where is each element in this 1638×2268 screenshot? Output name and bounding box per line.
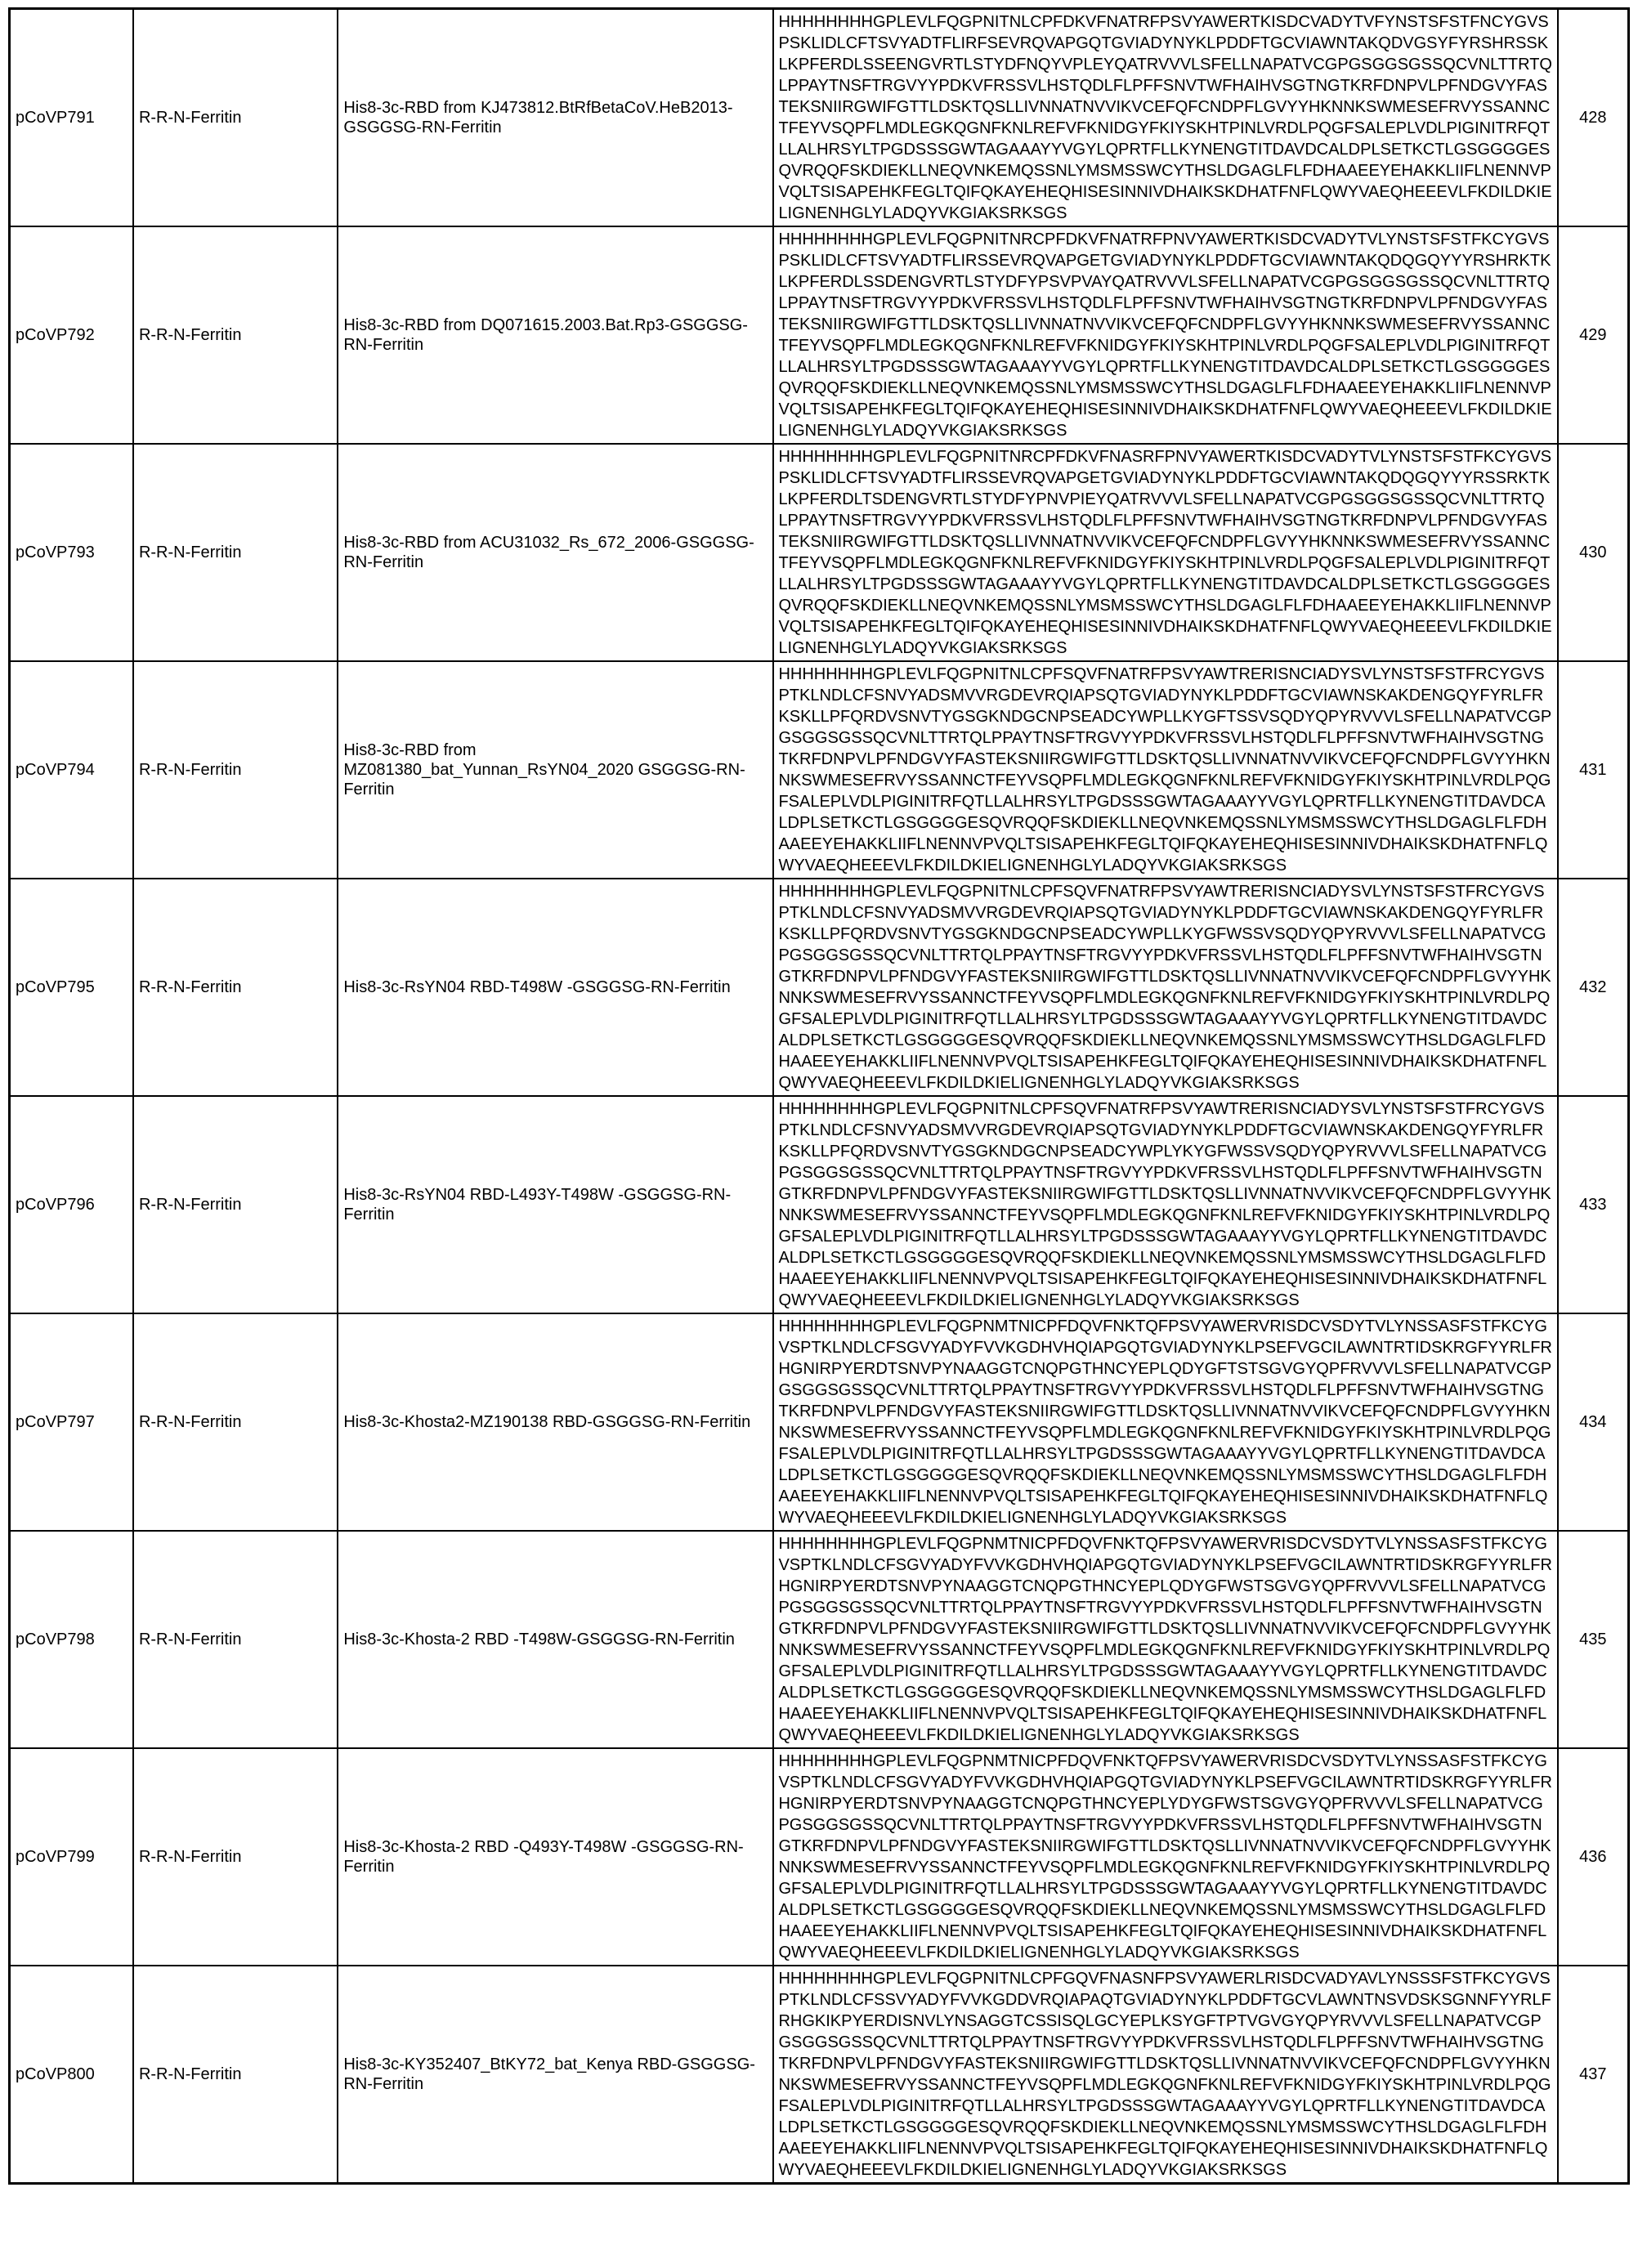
table-row: [10, 1531, 1629, 1748]
seq-id-number: 430: [1558, 444, 1629, 661]
platform-type: R-R-N-Ferritin: [133, 444, 338, 661]
construct-description: His8-3c-RBD from KJ473812.BtRfBetaCoV.HeB2013-GSGGSG-RN-Ferritin: [338, 9, 773, 227]
platform-type: R-R-N-Ferritin: [133, 661, 338, 879]
plasmid-id: pCoVP794: [10, 661, 133, 879]
construct-description: His8-3c-RBD from DQ071615.2003.Bat.Rp3-GSGGSG-RN-Ferritin: [338, 226, 773, 444]
platform-type: R-R-N-Ferritin: [133, 226, 338, 444]
protein-sequence: HHHHHHHHGPLEVLFQGPNITNLCPFSQVFNATRFPSVYAWTRERISNCIADYSVLYNSTSFSTFRCYGVSPTKLNDLCFSNVYADSMVVRGDEVRQIAPSQTGVIADYNYKLPDDFTGCVIAWNSKAKDENGQYFYRLFRKSKLLPFQRDVSNVTYGSGKNDGCNPSEADCYWPLLKYGFTSSVSQDYQPYRVVVLSFELLNAPATVCGPGSGGSGSSQCVNLTTRTQLPPAYTNSFTRGVYYPDKVFRSSVLHSTQDLFLPFFSNVTWFHAIHVSGTNGTKRFDNPVLPFNDGVYFASTEKSNIIRGWIFGTTLDSKTQSLLIVNNATNVVIKVCEFQFCNDPFLGVYYHKNNKSWMESEFRVYSSANNCTFEYVSQPFLMDLEGKQGNFKNLREFVFKNIDGYFKIYSKHTPINLVRDLPQGFSALEPLVDLPIGINITRFQTLLALHRSYLTPGDSSSGWTAGAAAYYVGYLQPRTFLLKYNENGTITDAVDCALDPLSETKCTLGSGGGGESQVRQQFSKDIEKLLNEQVNKEMQSSNLYMSMSSWCYTHSLDGAGLFLFDHAAEEYEHAKKLIIFLNENNVPVQLTSISAPEHKFEGLTQIFQKAYEHEQHISESINNIVDHAIKSKDHATFNFLQWYVAEQHEEEVLFKDILDKIELIGNENHGLYLADQYVKGIAKSRKSGS: [773, 661, 1557, 879]
platform-type: R-R-N-Ferritin: [133, 879, 338, 1096]
protein-sequence: HHHHHHHHGPLEVLFQGPNITNLCPFDKVFNATRFPSVYAWERTKISDCVADYTVFYNSTSFSTFNCYGVSPSKLIDLCFTSVYADTFLIRFSEVRQVAPGQTGVIADYNYKLPDDFTGCVIAWNTAKQDVGSYFYRSHRSSKLKPFERDLSSEENGVRTLSTYDFNQYVPLEYQATRVVVLSFELLNAPATVCGPGSGGSGSSQCVNLTTRTQLPPAYTNSFTRGVYYPDKVFRSSVLHSTQDLFLPFFSNVTWFHAIHVSGTNGTKRFDNPVLPFNDGVYFASTEKSNIIRGWIFGTTLDSKTQSLLIVNNATNVVIKVCEFQFCNDPFLGVYYHKNNKSWMESEFRVYSSANNCTFEYVSQPFLMDLEGKQGNFKNLREFVFKNIDGYFKIYSKHTPINLVRDLPQGFSALEPLVDLPIGINITRFQTLLALHRSYLTPGDSSSGWTAGAAAYYVGYLQPRTFLLKYNENGTITDAVDCALDPLSETKCTLGSGGGGESQVRQQFSKDIEKLLNEQVNKEMQSSNLYMSMSSWCYTHSLDGAGLFLFDHAAEEYEHAKKLIIFLNENNVPVQLTSISAPEHKFEGLTQIFQKAYEHEQHISESINNIVDHAIKSKDHATFNFLQWYVAEQHEEEVLFKDILDKIELIGNENHGLYLADQYVKGIAKSRKSGS: [773, 9, 1557, 227]
table-row: [10, 444, 1629, 661]
construct-description: His8-3c-RBD from ACU31032_Rs_672_2006-GSGGSG-RN-Ferritin: [338, 444, 773, 661]
table-row: [10, 879, 1629, 1096]
construct-description: His8-3c-RBD from MZ081380_bat_Yunnan_RsYN04_2020 GSGGSG-RN-Ferritin: [338, 661, 773, 879]
table-row: [10, 1096, 1629, 1313]
platform-type: R-R-N-Ferritin: [133, 9, 338, 227]
seq-id-number: 434: [1558, 1313, 1629, 1531]
protein-sequence: HHHHHHHHGPLEVLFQGPNITNLCPFSQVFNATRFPSVYAWTRERISNCIADYSVLYNSTSFSTFRCYGVSPTKLNDLCFSNVYADSMVVRGDEVRQIAPSQTGVIADYNYKLPDDFTGCVIAWNSKAKDENGQYFYRLFRKSKLLPFQRDVSNVTYGSGKNDGCNPSEADCYWPLLKYGFWSSVSQDYQPYRVVVLSFELLNAPATVCGPGSGGSGSSQCVNLTTRTQLPPAYTNSFTRGVYYPDKVFRSSVLHSTQDLFLPFFSNVTWFHAIHVSGTNGTKRFDNPVLPFNDGVYFASTEKSNIIRGWIFGTTLDSKTQSLLIVNNATNVVIKVCEFQFCNDPFLGVYYHKNNKSWMESEFRVYSSANNCTFEYVSQPFLMDLEGKQGNFKNLREFVFKNIDGYFKIYSKHTPINLVRDLPQGFSALEPLVDLPIGINITRFQTLLALHRSYLTPGDSSSGWTAGAAAYYVGYLQPRTFLLKYNENGTITDAVDCALDPLSETKCTLGSGGGGESQVRQQFSKDIEKLLNEQVNKEMQSSNLYMSMSSWCYTHSLDGAGLFLFDHAAEEYEHAKKLIIFLNENNVPVQLTSISAPEHKFEGLTQIFQKAYEHEQHISESINNIVDHAIKSKDHATFNFLQWYVAEQHEEEVLFKDILDKIELIGNENHGLYLADQYVKGIAKSRKSGS: [773, 879, 1557, 1096]
protein-sequence: HHHHHHHHGPLEVLFQGPNITNLCPFSQVFNATRFPSVYAWTRERISNCIADYSVLYNSTSFSTFRCYGVSPTKLNDLCFSNVYADSMVVRGDEVRQIAPSQTGVIADYNYKLPDDFTGCVIAWNSKAKDENGQYFYRLFRKSKLLPFQRDVSNVTYGSGKNDGCNPSEADCYWPLYKYGFWSSVSQDYQPYRVVVLSFELLNAPATVCGPGSGGSGSSQCVNLTTRTQLPPAYTNSFTRGVYYPDKVFRSSVLHSTQDLFLPFFSNVTWFHAIHVSGTNGTKRFDNPVLPFNDGVYFASTEKSNIIRGWIFGTTLDSKTQSLLIVNNATNVVIKVCEFQFCNDPFLGVYYHKNNKSWMESEFRVYSSANNCTFEYVSQPFLMDLEGKQGNFKNLREFVFKNIDGYFKIYSKHTPINLVRDLPQGFSALEPLVDLPIGINITRFQTLLALHRSYLTPGDSSSGWTAGAAAYYVGYLQPRTFLLKYNENGTITDAVDCALDPLSETKCTLGSGGGGESQVRQQFSKDIEKLLNEQVNKEMQSSNLYMSMSSWCYTHSLDGAGLFLFDHAAEEYEHAKKLIIFLNENNVPVQLTSISAPEHKFEGLTQIFQKAYEHEQHISESINNIVDHAIKSKDHATFNFLQWYVAEQHEEEVLFKDILDKIELIGNENHGLYLADQYVKGIAKSRKSGS: [773, 1096, 1557, 1313]
table-row: [10, 661, 1629, 879]
protein-sequence: HHHHHHHHGPLEVLFQGPNMTNICPFDQVFNKTQFPSVYAWERVRISDCVSDYTVLYNSSASFSTFKCYGVSPTKLNDLCFSGVYADYFVVKGDHVHQIAPGQTGVIADYNYKLPSEFVGCILAWNTRTIDSKRGFYYRLFRHGNIRPYERDTSNVPYNAAGGTCNQPGTHNCYEPLQDYGFTSTSGVGYQPFRVVVLSFELLNAPATVCGPGSGGSGSSQCVNLTTRTQLPPAYTNSFTRGVYYPDKVFRSSVLHSTQDLFLPFFSNVTWFHAIHVSGTNGTKRFDNPVLPFNDGVYFASTEKSNIIRGWIFGTTLDSKTQSLLIVNNATNVVIKVCEFQFCNDPFLGVYYHKNNKSWMESEFRVYSSANNCTFEYVSQPFLMDLEGKQGNFKNLREFVFKNIDGYFKIYSKHTPINLVRDLPQGFSALEPLVDLPIGINITRFQTLLALHRSYLTPGDSSSGWTAGAAAYYVGYLQPRTFLLKYNENGTITDAVDCALDPLSETKCTLGSGGGGESQVRQQFSKDIEKLLNEQVNKEMQSSNLYMSMSSWCYTHSLDGAGLFLFDHAAEEYEHAKKLIIFLNENNVPVQLTSISAPEHKFEGLTQIFQKAYEHEQHISESINNIVDHAIKSKDHATFNFLQWYVAEQHEEEVLFKDILDKIELIGNENHGLYLADQYVKGIAKSRKSGS: [773, 1313, 1557, 1531]
plasmid-id: pCoVP797: [10, 1313, 133, 1531]
table-row: [10, 9, 1629, 227]
protein-sequence: HHHHHHHHGPLEVLFQGPNITNLCPFGQVFNASNFPSVYAWERLRISDCVADYAVLYNSSSFSTFKCYGVSPTKLNDLCFSSVYADYFVVKGDDVRQIAPAQTGVIADYNYKLPDDFTGCVLAWNTNSVDSKSGNNFYYRLFRHGKIKPYERDISNVLYNSAGGTCSSISQLGCYEPLKSYGFTPTVGVGYQPYRVVVLSFELLNAPATVCGPGSGGSGSSQCVNLTTRTQLPPAYTNSFTRGVYYPDKVFRSSVLHSTQDLFLPFFSNVTWFHAIHVSGTNGTKRFDNPVLPFNDGVYFASTEKSNIIRGWIFGTTLDSKTQSLLIVNNATNVVIKVCEFQFCNDPFLGVYYHKNNKSWMESEFRVYSSANNCTFEYVSQPFLMDLEGKQGNFKNLREFVFKNIDGYFKIYSKHTPINLVRDLPQGFSALEPLVDLPIGINITRFQTLLALHRSYLTPGDSSSGWTAGAAAYYVGYLQPRTFLLKYNENGTITDAVDCALDPLSETKCTLGSGGGGESQVRQQFSKDIEKLLNEQVNKEMQSSNLYMSMSSWCYTHSLDGAGLFLFDHAAEEYEHAKKLIIFLNENNVPVQLTSISAPEHKFEGLTQIFQKAYEHEQHISESINNIVDHAIKSKDHATFNFLQWYVAEQHEEEVLFKDILDKIELIGNENHGLYLADQYVKGIAKSRKSGS: [773, 1966, 1557, 2184]
plasmid-id: pCoVP800: [10, 1966, 133, 2184]
platform-type: R-R-N-Ferritin: [133, 1966, 338, 2184]
seq-id-number: 432: [1558, 879, 1629, 1096]
table-row: [10, 1313, 1629, 1531]
plasmid-id: pCoVP799: [10, 1748, 133, 1966]
protein-sequence: HHHHHHHHGPLEVLFQGPNITNRCPFDKVFNATRFPNVYAWERTKISDCVADYTVLYNSTSFSTFKCYGVSPSKLIDLCFTSVYADTFLIRSSEVRQVAPGETGVIADYNYKLPDDFTGCVIAWNTAKQDQGQYYYRSHRKTKLKPFERDLSSDENGVRTLSTYDFYPSVPVAYQATRVVVLSFELLNAPATVCGPGSGGSGSSQCVNLTTRTQLPPAYTNSFTRGVYYPDKVFRSSVLHSTQDLFLPFFSNVTWFHAIHVSGTNGTKRFDNPVLPFNDGVYFASTEKSNIIRGWIFGTTLDSKTQSLLIVNNATNVVIKVCEFQFCNDPFLGVYYHKNNKSWMESEFRVYSSANNCTFEYVSQPFLMDLEGKQGNFKNLREFVFKNIDGYFKIYSKHTPINLVRDLPQGFSALEPLVDLPIGINITRFQTLLALHRSYLTPGDSSSGWTAGAAAYYVGYLQPRTFLLKYNENGTITDAVDCALDPLSETKCTLGSGGGGESQVRQQFSKDIEKLLNEQVNKEMQSSNLYMSMSSWCYTHSLDGAGLFLFDHAAEEYEHAKKLIIFLNENNVPVQLTSISAPEHKFEGLTQIFQKAYEHEQHISESINNIVDHAIKSKDHATFNFLQWYVAEQHEEEVLFKDILDKIELIGNENHGLYLADQYVKGIAKSRKSGS: [773, 226, 1557, 444]
protein-sequence: HHHHHHHHGPLEVLFQGPNMTNICPFDQVFNKTQFPSVYAWERVRISDCVSDYTVLYNSSASFSTFKCYGVSPTKLNDLCFSGVYADYFVVKGDHVHQIAPGQTGVIADYNYKLPSEFVGCILAWNTRTIDSKRGFYYRLFRHGNIRPYERDTSNVPYNAAGGTCNQPGTHNCYEPLQDYGFWSTSGVGYQPFRVVVLSFELLNAPATVCGPGSGGSGSSQCVNLTTRTQLPPAYTNSFTRGVYYPDKVFRSSVLHSTQDLFLPFFSNVTWFHAIHVSGTNGTKRFDNPVLPFNDGVYFASTEKSNIIRGWIFGTTLDSKTQSLLIVNNATNVVIKVCEFQFCNDPFLGVYYHKNNKSWMESEFRVYSSANNCTFEYVSQPFLMDLEGKQGNFKNLREFVFKNIDGYFKIYSKHTPINLVRDLPQGFSALEPLVDLPIGINITRFQTLLALHRSYLTPGDSSSGWTAGAAAYYVGYLQPRTFLLKYNENGTITDAVDCALDPLSETKCTLGSGGGGESQVRQQFSKDIEKLLNEQVNKEMQSSNLYMSMSSWCYTHSLDGAGLFLFDHAAEEYEHAKKLIIFLNENNVPVQLTSISAPEHKFEGLTQIFQKAYEHEQHISESINNIVDHAIKSKDHATFNFLQWYVAEQHEEEVLFKDILDKIELIGNENHGLYLADQYVKGIAKSRKSGS: [773, 1531, 1557, 1748]
seq-id-number: 431: [1558, 661, 1629, 879]
construct-description: His8-3c-RsYN04 RBD-L493Y-T498W -GSGGSG-RN-Ferritin: [338, 1096, 773, 1313]
seq-id-number: 435: [1558, 1531, 1629, 1748]
plasmid-id: pCoVP795: [10, 879, 133, 1096]
platform-type: R-R-N-Ferritin: [133, 1096, 338, 1313]
plasmid-id: pCoVP798: [10, 1531, 133, 1748]
table-row: [10, 226, 1629, 444]
protein-sequence: HHHHHHHHGPLEVLFQGPNMTNICPFDQVFNKTQFPSVYAWERVRISDCVSDYTVLYNSSASFSTFKCYGVSPTKLNDLCFSGVYADYFVVKGDHVHQIAPGQTGVIADYNYKLPSEFVGCILAWNTRTIDSKRGFYYRLFRHGNIRPYERDTSNVPYNAAGGTCNQPGTHNCYEPLYDYGFWSTSGVGYQPFRVVVLSFELLNAPATVCGPGSGGSGSSQCVNLTTRTQLPPAYTNSFTRGVYYPDKVFRSSVLHSTQDLFLPFFSNVTWFHAIHVSGTNGTKRFDNPVLPFNDGVYFASTEKSNIIRGWIFGTTLDSKTQSLLIVNNATNVVIKVCEFQFCNDPFLGVYYHKNNKSWMESEFRVYSSANNCTFEYVSQPFLMDLEGKQGNFKNLREFVFKNIDGYFKIYSKHTPINLVRDLPQGFSALEPLVDLPIGINITRFQTLLALHRSYLTPGDSSSGWTAGAAAYYVGYLQPRTFLLKYNENGTITDAVDCALDPLSETKCTLGSGGGGESQVRQQFSKDIEKLLNEQVNKEMQSSNLYMSMSSWCYTHSLDGAGLFLFDHAAEEYEHAKKLIIFLNENNVPVQLTSISAPEHKFEGLTQIFQKAYEHEQHISESINNIVDHAIKSKDHATFNFLQWYVAEQHEEEVLFKDILDKIELIGNENHGLYLADQYVKGIAKSRKSGS: [773, 1748, 1557, 1966]
seq-id-number: 436: [1558, 1748, 1629, 1966]
platform-type: R-R-N-Ferritin: [133, 1748, 338, 1966]
construct-description: His8-3c-KY352407_BtKY72_bat_Kenya RBD-GSGGSG-RN-Ferritin: [338, 1966, 773, 2184]
seq-id-number: 429: [1558, 226, 1629, 444]
plasmid-construct-table: [8, 7, 1630, 2185]
table-row: [10, 1966, 1629, 2184]
plasmid-id: pCoVP792: [10, 226, 133, 444]
plasmid-id: pCoVP791: [10, 9, 133, 227]
protein-sequence: HHHHHHHHGPLEVLFQGPNITNRCPFDKVFNASRFPNVYAWERTKISDCVADYTVLYNSTSFSTFKCYGVSPSKLIDLCFTSVYADTFLIRSSEVRQVAPGETGVIADYNYKLPDDFTGCVIAWNTAKQDQGQYYYRSSRKTKLKPFERDLTSDENGVRTLSTYDFYPNVPIEYQATRVVVLSFELLNAPATVCGPGSGGSGSSQCVNLTTRTQLPPAYTNSFTRGVYYPDKVFRSSVLHSTQDLFLPFFSNVTWFHAIHVSGTNGTKRFDNPVLPFNDGVYFASTEKSNIIRGWIFGTTLDSKTQSLLIVNNATNVVIKVCEFQFCNDPFLGVYYHKNNKSWMESEFRVYSSANNCTFEYVSQPFLMDLEGKQGNFKNLREFVFKNIDGYFKIYSKHTPINLVRDLPQGFSALEPLVDLPIGINITRFQTLLALHRSYLTPGDSSSGWTAGAAAYYVGYLQPRTFLLKYNENGTITDAVDCALDPLSETKCTLGSGGGGESQVRQQFSKDIEKLLNEQVNKEMQSSNLYMSMSSWCYTHSLDGAGLFLFDHAAEEYEHAKKLIIFLNENNVPVQLTSISAPEHKFEGLTQIFQKAYEHEQHISESINNIVDHAIKSKDHATFNFLQWYVAEQHEEEVLFKDILDKIELIGNENHGLYLADQYVKGIAKSRKSGS: [773, 444, 1557, 661]
table-row: [10, 1748, 1629, 1966]
platform-type: R-R-N-Ferritin: [133, 1313, 338, 1531]
table-body: [10, 9, 1629, 2184]
construct-description: His8-3c-Khosta-2 RBD -T498W-GSGGSG-RN-Ferritin: [338, 1531, 773, 1748]
plasmid-id: pCoVP796: [10, 1096, 133, 1313]
construct-description: His8-3c-RsYN04 RBD-T498W -GSGGSG-RN-Ferritin: [338, 879, 773, 1096]
construct-description: His8-3c-Khosta2-MZ190138 RBD-GSGGSG-RN-Ferritin: [338, 1313, 773, 1531]
platform-type: R-R-N-Ferritin: [133, 1531, 338, 1748]
plasmid-id: pCoVP793: [10, 444, 133, 661]
seq-id-number: 433: [1558, 1096, 1629, 1313]
seq-id-number: 428: [1558, 9, 1629, 227]
construct-description: His8-3c-Khosta-2 RBD -Q493Y-T498W -GSGGSG-RN-Ferritin: [338, 1748, 773, 1966]
seq-id-number: 437: [1558, 1966, 1629, 2184]
